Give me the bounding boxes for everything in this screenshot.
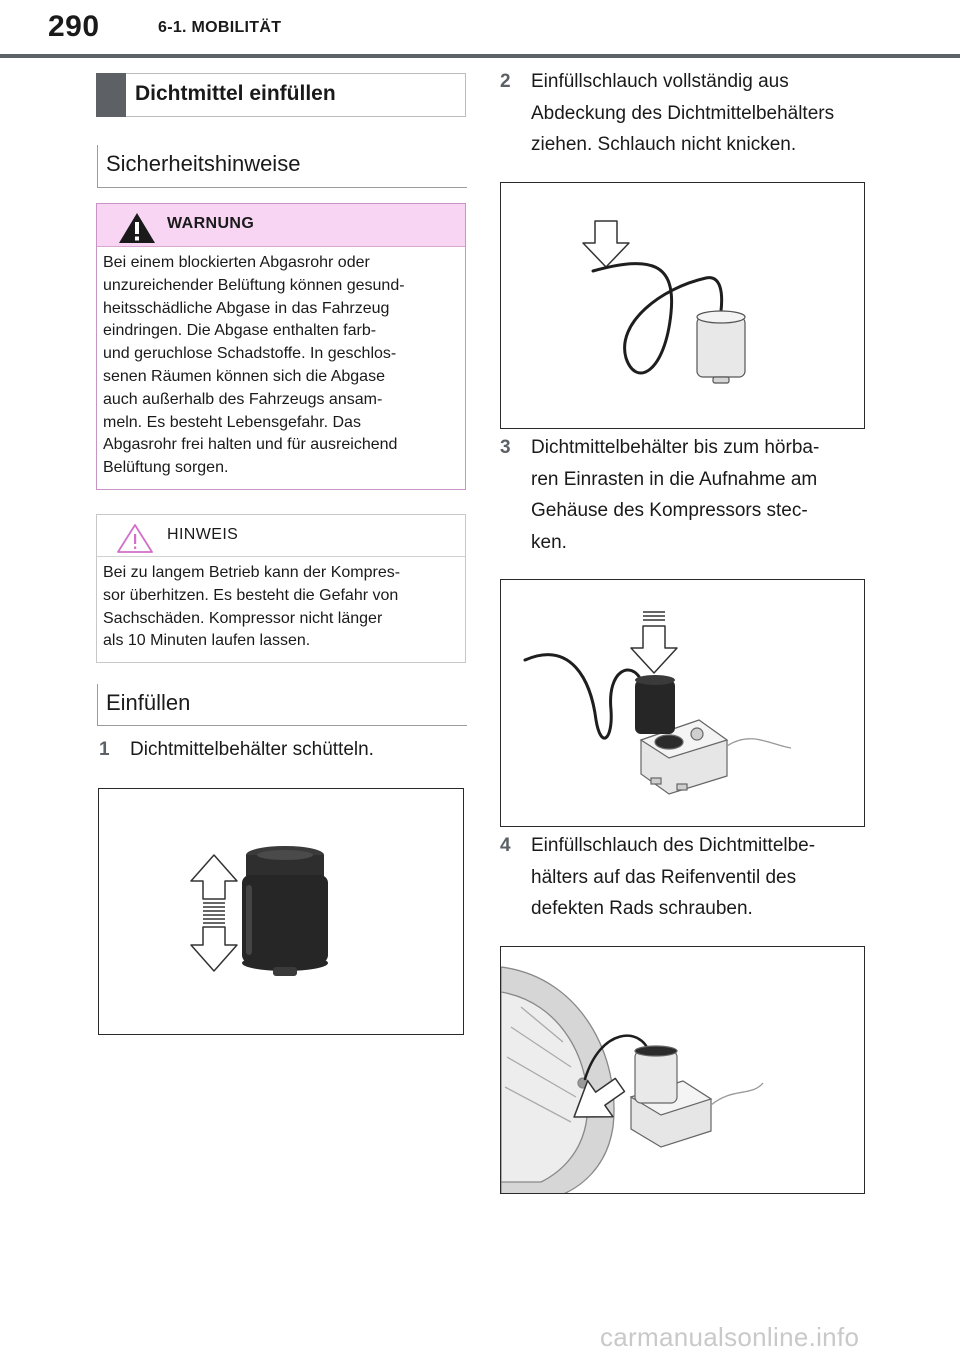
step-text-line: Dichtmittelbehälter bis zum hörba-: [531, 437, 820, 458]
step-text-line: ziehen. Schlauch nicht knicken.: [531, 134, 797, 155]
step-text-line: defekten Rads schrauben.: [531, 898, 753, 919]
section-title: Dichtmittel einfüllen: [135, 82, 336, 105]
figure-pull-hose: [500, 182, 865, 429]
warning-text-line: Abgasrohr frei halten und für ausreichend: [103, 436, 398, 454]
sealant-canister-icon: [697, 311, 745, 383]
section-heading: [96, 73, 466, 117]
step-number: 3: [500, 437, 511, 458]
filling-subheading: [97, 684, 466, 726]
figure-shake-canister: [98, 788, 464, 1035]
warning-text-line: und geruchlose Schadstoffe. In geschlos-: [103, 345, 397, 363]
step-text-line: Einfüllschlauch des Dichtmittelbe-: [531, 835, 816, 856]
warning-text-line: Bei einem blockierten Abgasrohr oder: [103, 254, 370, 271]
warning-text-line: heitsschädliche Abgase in das Fahrzeug: [103, 299, 390, 317]
step-number: 2: [500, 71, 511, 92]
warning-triangle-icon: [117, 211, 157, 245]
warning-text: [103, 252, 405, 480]
safety-subheading-text: Sicherheitshinweise: [106, 151, 301, 176]
down-arrow-icon: [631, 612, 677, 673]
sealant-canister-icon: [635, 1046, 677, 1103]
sealant-canister-icon: [242, 846, 328, 976]
caution-triangle-icon: [115, 522, 155, 554]
safety-subheading-rule: [98, 187, 467, 188]
step-number: 4: [500, 835, 511, 856]
warning-text-line: meln. Es besteht Lebensgefahr. Das: [103, 413, 361, 431]
note-text-line: Sachschäden. Kompressor nicht länger: [103, 609, 383, 627]
chapter-title: 6-1. MOBILITÄT: [158, 19, 282, 36]
step-text-line: Abdeckung des Dichtmittelbehälters: [531, 102, 835, 124]
down-arrow-icon: [583, 221, 629, 267]
header-rule: [0, 54, 960, 58]
note-text: [103, 562, 400, 653]
note-text-line: sor überhitzen. Es besteht die Gefahr von: [103, 586, 399, 604]
sealant-hose-icon: [525, 655, 641, 738]
warning-text-line: unzureichender Belüftung können gesund-: [103, 276, 405, 294]
step-text-line: ren Einrasten in die Aufnahme am: [531, 468, 818, 490]
figure-connect-valve: [500, 946, 865, 1194]
step-text-line: Dichtmittelbehälter schütteln.: [130, 739, 374, 760]
step-text-line: Gehäuse des Kompressors stec-: [531, 500, 808, 521]
note-box: [96, 514, 466, 663]
filling-subheading-text: Einfüllen: [106, 690, 191, 715]
warning-header: [97, 204, 465, 247]
wheel-icon: [501, 967, 614, 1194]
watermark: carmanualsonline.info: [600, 1322, 860, 1352]
warning-text-line: senen Räumen können sich die Abgase: [103, 367, 385, 385]
step-text-line: Einfüllschlauch vollständig aus: [531, 71, 789, 92]
step-text-line: ken.: [531, 531, 567, 553]
warning-text-line: Belüftung sorgen.: [103, 459, 229, 477]
sealant-canister-icon: [635, 675, 675, 734]
page-number: 290: [48, 10, 100, 43]
note-text-line: als 10 Minuten laufen lassen.: [103, 632, 311, 650]
page-header: [0, 0, 960, 60]
double-arrow-icon: [191, 855, 237, 971]
note-text-line: Bei zu langem Betrieb kann der Kompres-: [103, 564, 401, 581]
figure-insert-canister: [500, 579, 865, 827]
safety-subheading: [97, 145, 466, 188]
warning-box: [96, 203, 466, 490]
note-label: HINWEIS: [167, 526, 239, 543]
section-heading-bar: [96, 73, 126, 117]
step-number: 1: [99, 739, 110, 760]
filling-subheading-rule: [98, 725, 467, 726]
warning-text-line: eindringen. Die Abgase enthalten farb-: [103, 322, 377, 340]
warning-label: WARNUNG: [167, 215, 255, 232]
warning-text-line: auch außerhalb des Fahrzeugs ansam-: [103, 390, 383, 408]
note-header: [97, 515, 465, 557]
step-text-line: hälters auf das Reifenventil des: [531, 866, 797, 888]
